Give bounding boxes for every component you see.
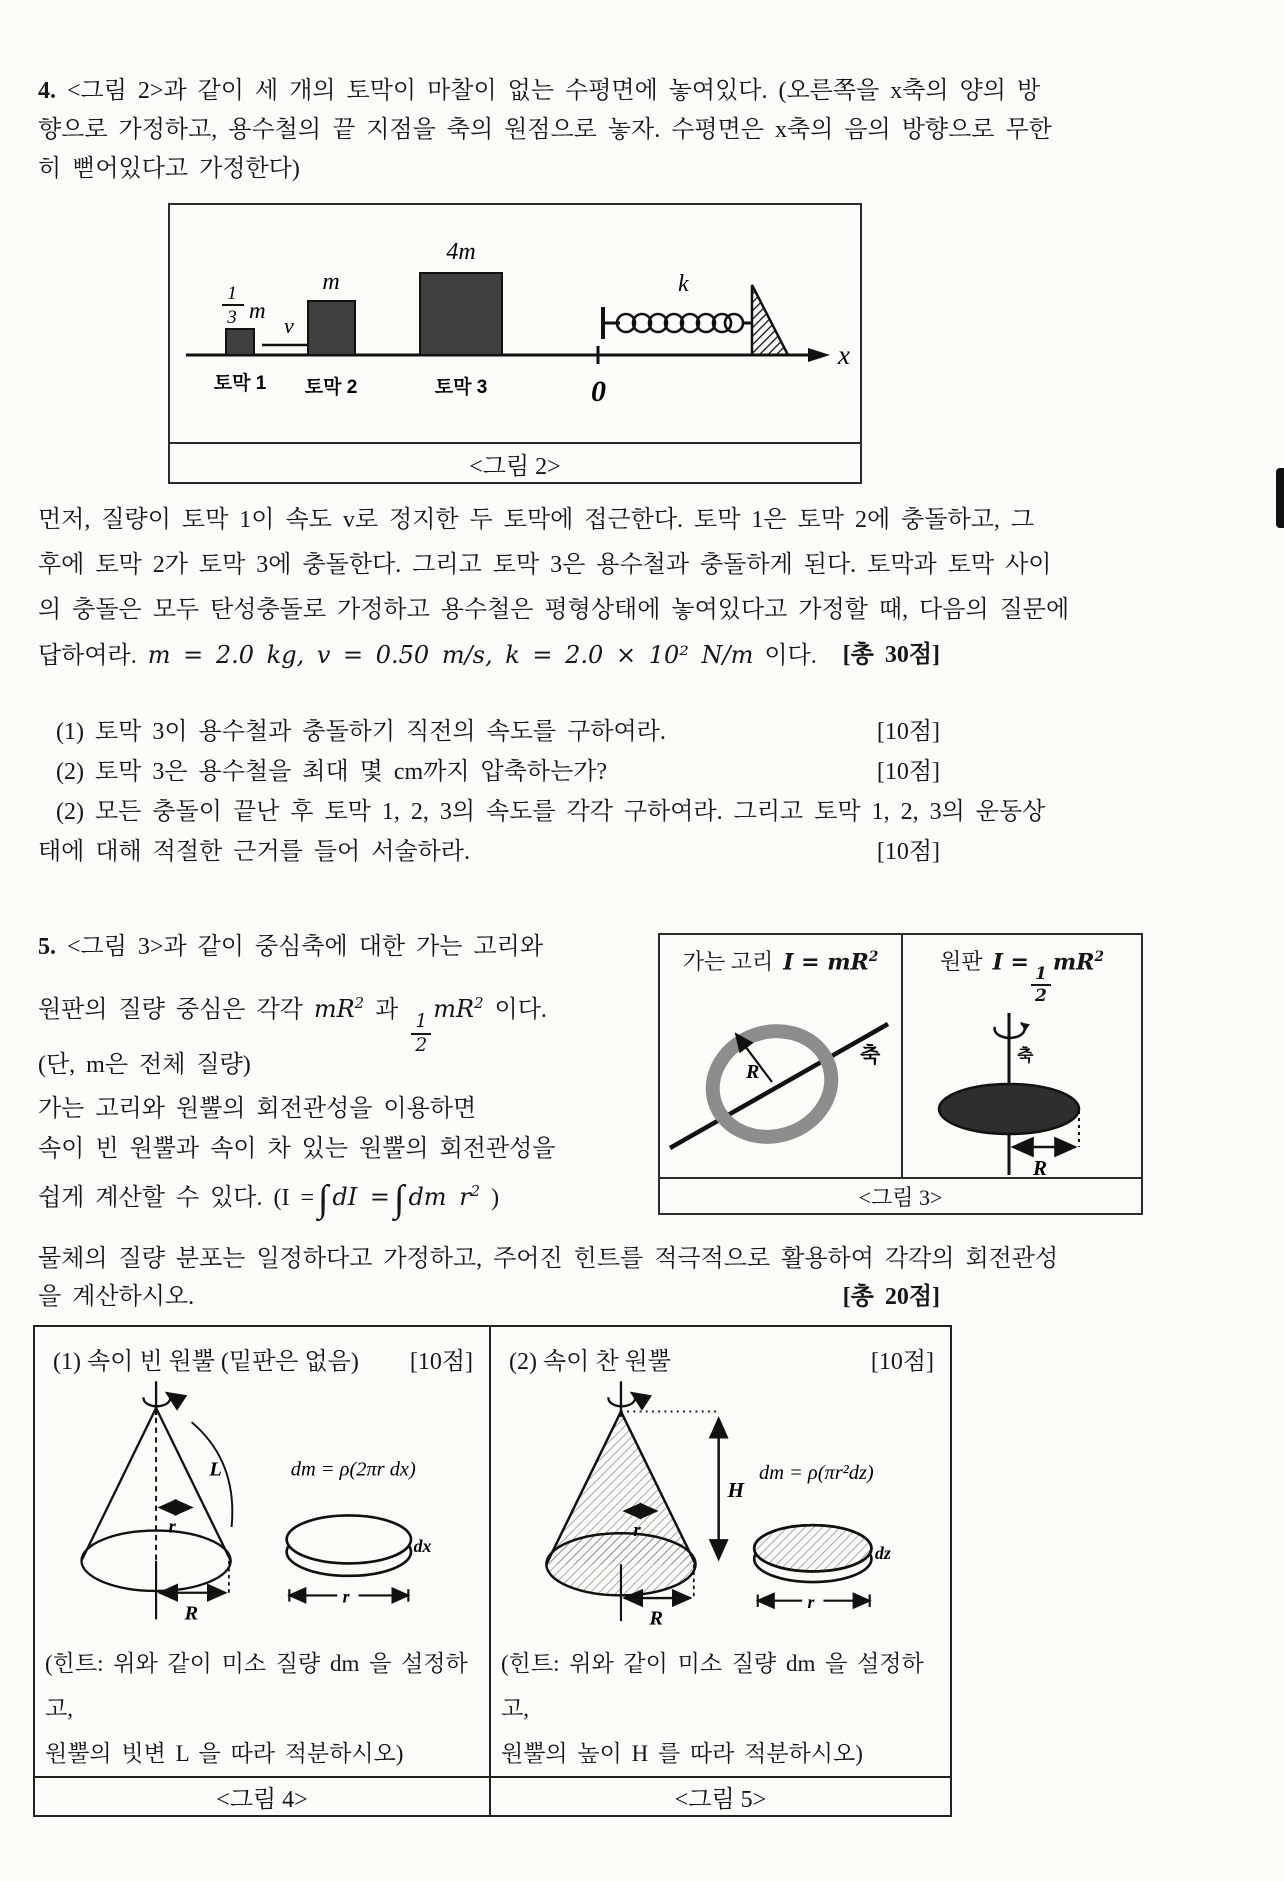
scan-artifact	[1276, 468, 1284, 528]
block1-mass-unit: m	[249, 298, 266, 323]
thin-ring	[699, 1016, 845, 1152]
figure3-ring-cell	[660, 935, 903, 1177]
figure2-drawing	[170, 205, 856, 437]
figure4-points: [10점]	[409, 1349, 473, 1375]
problem4-intro-line3: 히 뻗어있다고 가정한다)	[38, 156, 300, 182]
figure3-caption: <그림 3>	[660, 1177, 1141, 1213]
problem4-items	[38, 712, 1252, 872]
problem5-line1: 5. <그림 3>과 같이 중심축에 대한 가는 고리와	[38, 934, 544, 960]
block1-name-label: 토막 1	[213, 373, 267, 394]
figure4-cell	[35, 1327, 491, 1815]
solid-cone-drawing	[491, 1376, 941, 1641]
figure4-title-row	[35, 1327, 489, 1376]
figure5-points: [10점]	[870, 1349, 934, 1375]
x-axis-label: x	[838, 340, 850, 370]
problem5-number: 5.	[38, 934, 56, 960]
figure5-title: (2) 속이 찬 원뿔	[509, 1349, 671, 1375]
solid-disk	[939, 1084, 1079, 1134]
problem4-item-1: (1) 토막 3이 용수철과 충돌하기 직전의 속도를 구하여라. [10점]	[38, 712, 1252, 752]
integral-sign-1: ∫	[318, 1178, 329, 1220]
disk-drawing	[903, 1005, 1135, 1191]
figure3-disk-title: 원판 I = $\frac{1}{2}$ $mR^2$	[940, 948, 1104, 1006]
block-2	[308, 301, 355, 355]
problem5-line4: 가는 고리와 원뿔의 회전관성을 이용하면	[38, 1096, 477, 1122]
block2-mass-label: m	[322, 269, 340, 295]
figure3-ring-title: 가는 고리 $I = mR^2$	[682, 948, 879, 975]
spring-constant-label: k	[678, 271, 689, 297]
problem4-body-line3: 의 충돌은 모두 탄성충돌로 가정하고 용수철은 평형상태에 놓여있다고 가정할 때, 다음의 질문에	[38, 597, 1070, 623]
figure45-table	[33, 1325, 952, 1817]
problem5-line6: 쉽게 계산할 수 있다. (I = ∫ dI = ∫ dm $r^2$ )	[38, 1178, 500, 1220]
block1-mass-numerator: 1	[227, 283, 237, 304]
block2-name-label: 토막 2	[304, 377, 358, 398]
slant-length-label: L	[209, 1458, 222, 1481]
hollow-cone-drawing	[35, 1376, 485, 1641]
disk-axis-label: 축	[1017, 1046, 1034, 1065]
problem5-line8: 을 계산하시오. [총 20점]	[38, 1278, 1252, 1317]
problem4-intro-line2: 향으로 가정하고, 용수철의 끝 지점을 축의 원점으로 놓자. 수평면은 x축의 음의 방향으로 무한	[38, 117, 1052, 143]
cone-left-slant	[81, 1408, 156, 1561]
block1-mass-denominator: 3	[227, 307, 237, 328]
height-label: H	[727, 1477, 745, 1502]
given-values-formula: m = 2.0 kg, v = 0.50 m/s, k = 2.0 × 10² N/m	[147, 641, 754, 669]
origin-label: 0	[591, 375, 606, 408]
problem4-item-2: (2) 토막 3은 용수철을 최대 몇 cm까지 압축하는가? [10점]	[38, 752, 1252, 792]
problem5-section	[38, 922, 1252, 1332]
figure2-box	[168, 203, 862, 484]
figure2-caption: <그림 2>	[170, 442, 860, 482]
block3-mass-label: 4m	[446, 239, 476, 265]
disk-radius-label: R	[1033, 1156, 1048, 1180]
problem5-line5: 속이 빈 원뿔과 속이 차 있는 원뿔의 회전관성을	[38, 1136, 556, 1162]
cone-R-label: R	[184, 1602, 199, 1625]
disk-dm-formula: dm = ρ(πr²dz)	[759, 1462, 874, 1485]
item2-points: [10점]	[876, 759, 940, 785]
figure4-hint-line1: (힌트: 위와 같이 미소 질량 dm 을 설정하고,	[45, 1650, 468, 1721]
figure3-box	[658, 933, 1143, 1215]
one-half-fraction: $\frac{1}{2}$	[411, 1012, 431, 1055]
ring-element-upper	[287, 1515, 411, 1563]
figure5-hint-line2: 원뿔의 높이 H 를 따라 적분하시오)	[501, 1740, 863, 1766]
problem4-body-line4: 답하여라. m = 2.0 kg, v = 0.50 m/s, k = 2.0 × 10² N/m 이다. [총 30점]	[38, 633, 1252, 679]
problem4-total-points: [총 30점]	[842, 642, 940, 668]
ring-radius-label: R	[746, 1061, 760, 1083]
block-1	[226, 329, 254, 355]
wall	[752, 285, 788, 355]
figure4-title: (1) 속이 빈 원뿔 (밑판은 없음)	[53, 1349, 359, 1375]
problem4-body-line2: 후에 토막 2가 토막 3에 충돌한다. 그리고 토막 3은 용수철과 충돌하게 된다. 토막과 토막 사이	[38, 552, 1052, 578]
problem5-total-points: [총 20점]	[842, 1284, 940, 1310]
problem5-line7: 물체의 질량 분포는 일정하다고 가정하고, 주어진 힌트를 적극적으로 활용하여 각각의 회전관성	[38, 1246, 1059, 1272]
disk-dz-label: dz	[874, 1542, 891, 1563]
disk-element-upper	[754, 1525, 871, 1571]
figure5-caption: <그림 5>	[491, 1776, 950, 1815]
item3-points: [10점]	[876, 839, 940, 865]
spring	[603, 307, 752, 339]
figure5-hint-line1: (힌트: 위와 같이 미소 질량 dm 을 설정하고,	[501, 1650, 924, 1721]
ring-r-label: r	[342, 1586, 350, 1607]
figure3-disk-cell	[903, 935, 1141, 1180]
problem5-line3: (단, m은 전체 질량)	[38, 1052, 251, 1078]
problem4-intro	[38, 72, 1252, 189]
figure5-title-row	[491, 1327, 950, 1376]
cone-right-slant	[156, 1408, 231, 1561]
block-3	[420, 273, 502, 355]
figure4-hint-line2: 원뿔의 빗변 L 을 따라 적분하시오)	[45, 1740, 404, 1766]
problem4-body	[38, 498, 1252, 679]
figure5-cell	[491, 1327, 950, 1815]
ring-dm-formula: dm = ρ(2πr dx)	[290, 1458, 416, 1481]
block3-name-label: 토막 3	[434, 377, 488, 398]
velocity-label: v	[284, 313, 294, 338]
figure4-caption: <그림 4>	[35, 1776, 489, 1815]
disk-r-label: r	[807, 1591, 815, 1612]
problem4-body-line1: 먼저, 질량이 토막 1이 속도 v로 정지한 두 토막에 접근한다. 토막 1은 토막 2에 충돌하고, 그	[38, 507, 1035, 533]
problem5-line2: 원판의 질량 중심은 각각 $mR^2$ 과 $\frac{1}{2}$ $mR^2$ 이다.	[38, 994, 547, 1056]
problem4-item-3: (2) 모든 충돌이 끝난 후 토막 1, 2, 3의 속도를 각각 구하여라. 그리고 토막 1, 2, 3의 운동상	[56, 799, 1046, 825]
problem4-number: 4.	[38, 78, 56, 104]
ring-drawing	[660, 976, 901, 1172]
cone-R-label: R	[649, 1607, 664, 1630]
item1-points: [10점]	[876, 719, 940, 745]
ring-axis-label: 축	[860, 1044, 881, 1067]
x-axis-arrowhead	[808, 348, 830, 362]
problem4-intro-line1: 4. <그림 2>과 같이 세 개의 토막이 마찰이 없는 수평면에 놓여있다. (오른쪽을 x축의 양의 방	[38, 78, 1041, 104]
ring-dx-label: dx	[413, 1535, 432, 1556]
cone-r-label: r	[633, 1519, 641, 1541]
integral-sign-2: ∫	[394, 1178, 405, 1220]
problem4-item-3-continuation: 태에 대해 적절한 근거를 들어 서술하라. [10점]	[38, 832, 1252, 872]
cone-r-label: r	[168, 1516, 176, 1538]
